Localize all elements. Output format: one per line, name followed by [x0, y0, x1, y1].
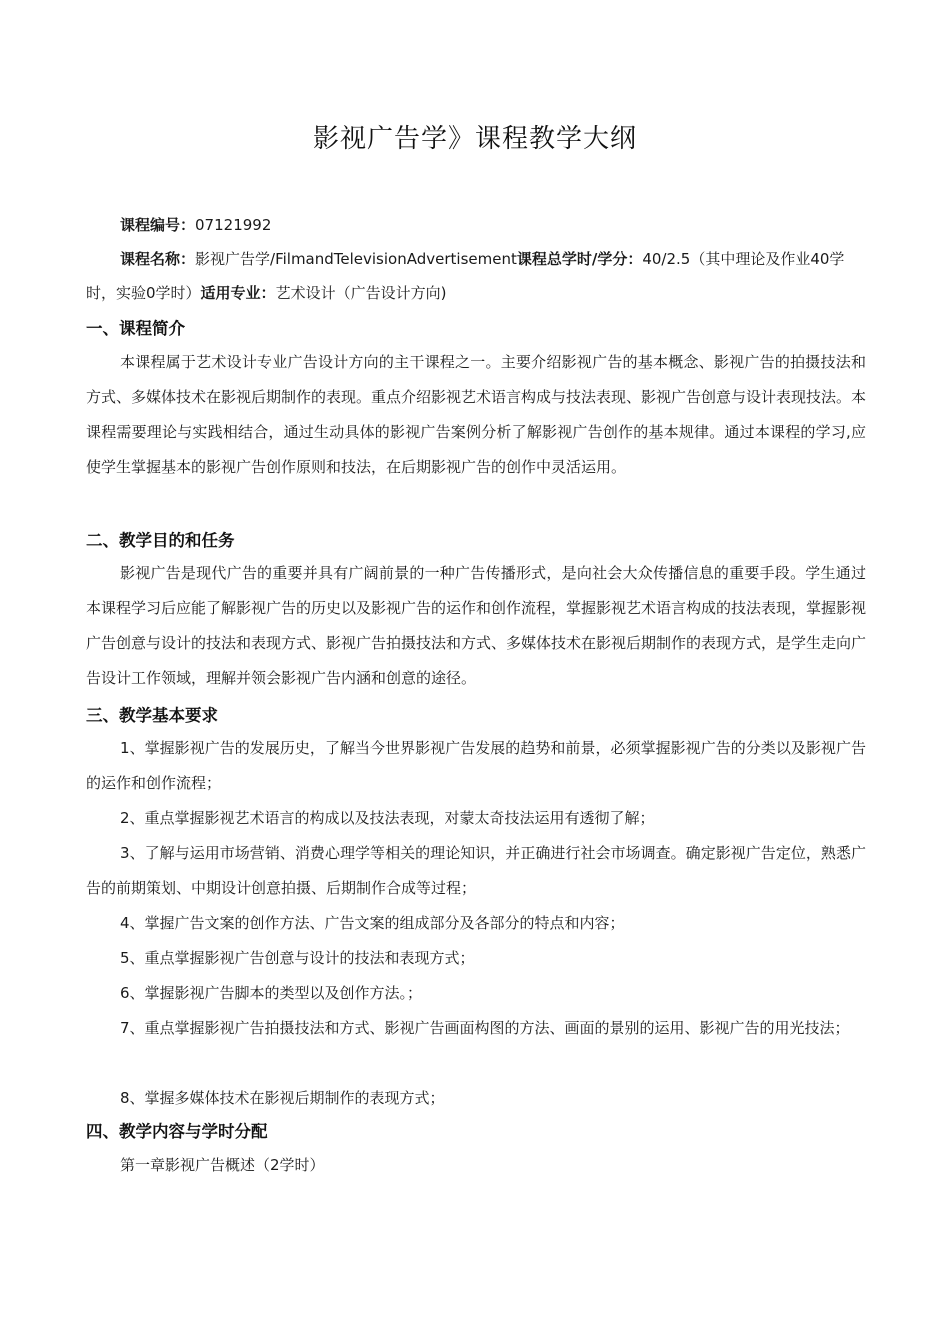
- course-meta: [86, 208, 866, 310]
- course-code-value: 07121992: [195, 216, 272, 234]
- course-info-row: [86, 242, 866, 310]
- requirement-item-4: 4、掌握广告文案的创作方法、广告文案的组成部分及各部分的特点和内容；: [120, 914, 625, 932]
- section-text-intro: 本课程属于艺术设计专业广告设计方向的主干课程之一。主要介绍影视广告的基本概念、影视广告的拍摄技法和方式、多媒体技术在影视后期制作的表现。重点介绍影视艺术语言构成与技法表现、影视广告创意与设计表现技法。本课程需要理论与实践相结合，通过生动具体的影视广告案例分析了解影视广告创作的基本规律。通过本课程的学习,应使学生掌握基本的影视广告创作原则和技法，在后期影视广告的创作中灵活运用。: [86, 353, 867, 476]
- course-name-value: 影视广告学/FilmandTelevisionAdvertisement: [195, 250, 517, 268]
- requirement-item-6: 6、掌握影视广告脚本的类型以及创作方法。；: [120, 984, 423, 1002]
- requirement-item-2: 2、重点掌握影视艺术语言的构成以及技法表现，对蒙太奇技法运用有透彻了解；: [120, 809, 655, 827]
- course-major-label: 适用专业：: [200, 284, 276, 302]
- requirement-item-3: 3、了解与运用市场营销、消费心理学等相关的理论知识，并正确进行社会市场调查。确定影视广告定位，熟悉广告的前期策划、中期设计创意拍摄、后期制作合成等过程；: [86, 844, 866, 897]
- course-code-label: 课程编号：: [120, 216, 196, 234]
- requirement-item-5: 5、重点掌握影视广告创意与设计的技法和表现方式；: [120, 949, 475, 967]
- section-heading-content: 四、教学内容与学时分配: [86, 1122, 268, 1141]
- course-hours-value: 40/2.5（其中理论及作业40学时，实验0学时）: [86, 250, 845, 302]
- section-heading-intro: 一、课程简介: [86, 319, 185, 338]
- course-name-label: 课程名称：: [120, 250, 196, 268]
- course-hours-label: 课程总学时/学分：: [516, 250, 643, 268]
- requirement-item-7: 7、重点掌握影视广告拍摄技法和方式、影视广告画面构图的方法、画面的景别的运用、影视广告的用光技法；: [120, 1019, 850, 1037]
- section-text-goals: 影视广告是现代广告的重要并具有广阔前景的一种广告传播形式，是向社会大众传播信息的重要手段。学生通过本课程学习后应能了解影视广告的历史以及影视广告的运作和创作流程，掌握影视艺术语言构成的技法表现，掌握影视广告创意与设计的技法和表现方式、影视广告拍摄技法和方式、多媒体技术在影视后期制作的表现方式，是学生走向广告设计工作领域，理解并领会影视广告内涵和创意的途径。: [86, 564, 867, 687]
- section-heading-goals: 二、教学目的和任务: [86, 531, 235, 550]
- chapter-1-line: 第一章影视广告概述（2学时）: [120, 1156, 325, 1174]
- requirement-item-1: 1、掌握影视广告的发展历史，了解当今世界影视广告发展的趋势和前景，必须掌握影视广告的分类以及影视广告的运作和创作流程；: [86, 739, 866, 792]
- section-heading-requirements: 三、教学基本要求: [86, 706, 218, 725]
- requirement-item-8: 8、掌握多媒体技术在影视后期制作的表现方式；: [120, 1089, 445, 1107]
- course-code-row: [86, 208, 866, 242]
- document-title: 影视广告学》课程教学大纲: [312, 124, 637, 154]
- course-major-value: 艺术设计（广告设计方向): [275, 284, 447, 302]
